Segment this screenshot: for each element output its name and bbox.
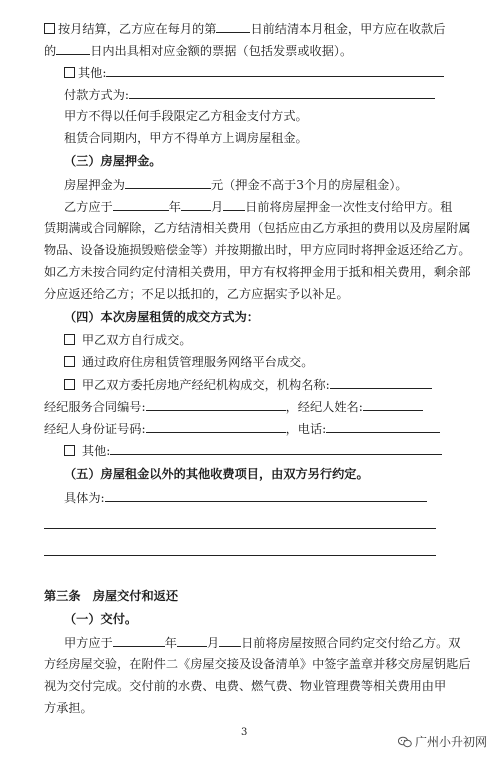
blank-field[interactable]	[146, 398, 286, 411]
watermark: 广州小升初网	[398, 733, 487, 750]
agency-contract-line: 经纪服务合同编号: ，经纪人姓名:	[44, 398, 423, 415]
blank-field[interactable]	[181, 198, 211, 211]
delivery-date-line: 甲方应于 年 月 日前将房屋按照合同约定交付给乙方。双	[64, 636, 461, 650]
section-heading-other-fees: （五）房屋租金以外的其他收费项目，由双方另行约定。	[64, 467, 369, 481]
page-number: 3	[241, 727, 248, 738]
blank-field[interactable]	[219, 634, 241, 647]
blank-field[interactable]	[326, 420, 440, 433]
blank-field[interactable]	[216, 20, 250, 33]
option-other: 其他:	[64, 442, 442, 459]
paragraph-line: 如乙方未按合同约定付清相关费用，甲方有权将押金用于抵和相关费用，剩余部	[44, 265, 471, 279]
section-heading-delivery: （一）交付。	[64, 612, 138, 626]
deposit-amount-line: 房屋押金为 元（押金不高于3个月的房屋租金）。	[64, 178, 408, 192]
payment-monthly-line: 按月结算，乙方应在每月的第 日前结清本月租金，甲方应在收款后	[44, 20, 445, 37]
paragraph-line: 方经房屋交验，在附件二《房屋交接及设备清单》中签字盖章并移交房屋钥匙后	[44, 657, 471, 671]
checkbox[interactable]	[64, 334, 75, 345]
blank-field[interactable]	[129, 86, 435, 99]
paragraph-line: 方承担。	[44, 701, 93, 715]
blank-field[interactable]	[146, 420, 286, 433]
checkbox[interactable]	[44, 23, 55, 34]
receipt-line: 的 日内出具相对应金额的票据（包括发票或收据）。	[44, 44, 353, 58]
blank-field[interactable]	[105, 489, 427, 502]
blank-field[interactable]	[56, 42, 90, 55]
blank-field[interactable]	[330, 376, 432, 389]
wechat-icon	[398, 736, 412, 748]
payment-method-line: 付款方式为:	[64, 86, 435, 103]
blank-rule[interactable]	[44, 528, 436, 529]
blank-field[interactable]	[110, 442, 442, 455]
section-heading-deposit: （三）房屋押金。	[64, 154, 162, 168]
paragraph-line: 甲方不得以任何手段限定乙方租金支付方式。	[64, 109, 308, 123]
blank-rule[interactable]	[44, 555, 436, 556]
section-heading-transaction: （四）本次房屋租赁的成交方式为：	[64, 310, 259, 324]
paragraph-line: 租赁合同期内，甲方不得单方上调房屋租金。	[64, 131, 308, 145]
paragraph-line: 物品、设备设施损毁赔偿金等）并按期撤出时，甲方应同时将押金返还给乙方。	[44, 243, 471, 257]
checkbox[interactable]	[64, 445, 75, 456]
checkbox[interactable]	[64, 67, 75, 78]
checkbox[interactable]	[64, 379, 75, 390]
blank-field[interactable]	[113, 634, 165, 647]
blank-field[interactable]	[223, 198, 245, 211]
blank-field[interactable]	[113, 198, 169, 211]
checkbox[interactable]	[64, 356, 75, 367]
option-self: 甲乙双方自行成交。	[64, 332, 192, 348]
option-agency: 甲乙双方委托房地产经纪机构成交，机构名称:	[64, 376, 432, 393]
blank-field[interactable]	[106, 64, 444, 77]
blank-field[interactable]	[125, 176, 211, 189]
payment-other-line: 其他:	[64, 64, 444, 81]
agent-id-line: 经纪人身份证号码: ，电话:	[44, 420, 440, 437]
blank-field[interactable]	[177, 634, 207, 647]
article-heading: 第三条 房屋交付和返还	[44, 589, 179, 603]
fees-detail-line: 具体为:	[64, 489, 427, 506]
paragraph-line: 分应返还给乙方；不足以抵扣的，乙方应据实予以补足。	[44, 287, 349, 301]
paragraph-line: 赁期满或合同解除，乙方结清相关费用（包括应由乙方承担的费用以及房屋附属	[44, 221, 471, 235]
deposit-date-line: 乙方应于 年 月 日前将房屋押金一次性支付给甲方。租	[64, 200, 453, 214]
paragraph-line: 视为交付完成。交付前的水费、电费、燃气费、物业管理费等相关费用由甲	[44, 679, 447, 693]
blank-field[interactable]	[363, 398, 423, 411]
option-platform: 通过政府住房租赁管理服务网络平台成交。	[64, 354, 313, 370]
